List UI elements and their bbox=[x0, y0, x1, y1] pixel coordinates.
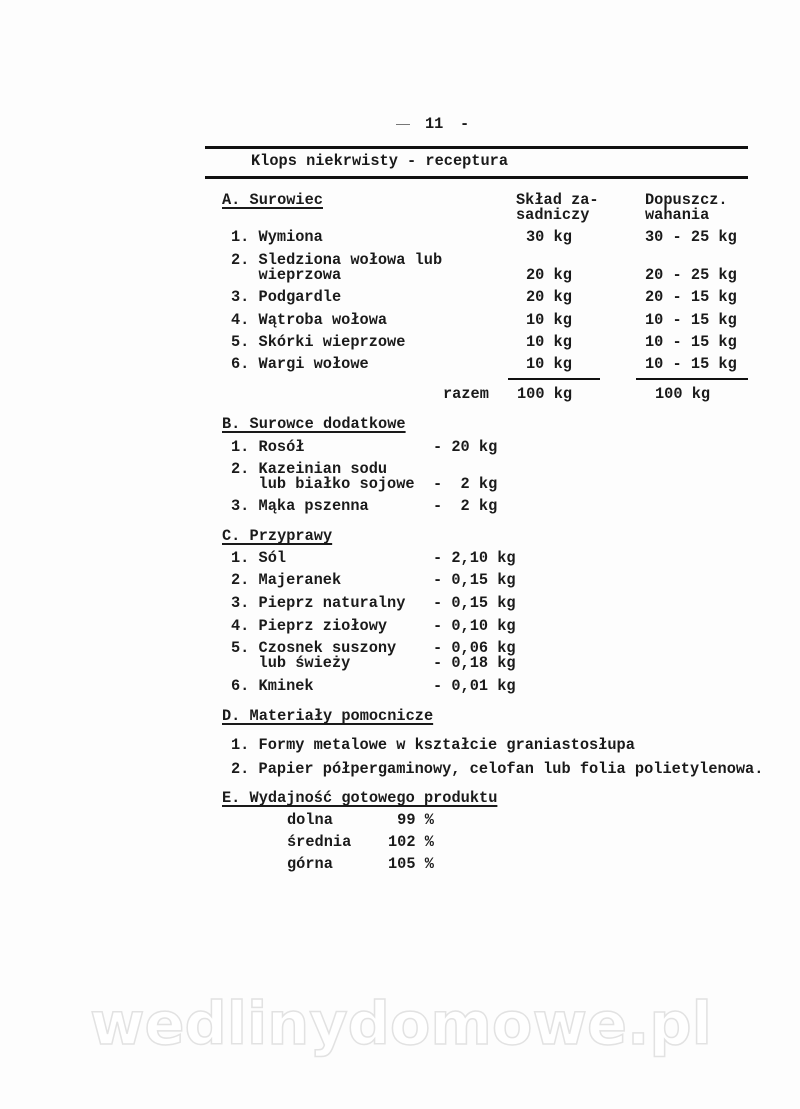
ingredient-range: 20 - 15 kg bbox=[645, 288, 737, 306]
additive-name: 2. Kazeinian sodu bbox=[231, 460, 388, 478]
ingredient-name-cont: wieprzowa bbox=[231, 266, 342, 284]
ingredient-base: 20 kg bbox=[526, 266, 572, 284]
ingredient-base: 10 kg bbox=[526, 311, 572, 329]
ingredient-base: 30 kg bbox=[526, 228, 572, 246]
col-range-header-2: wahania bbox=[645, 206, 710, 224]
spice-name: 1. Sól bbox=[231, 549, 287, 567]
spice-qty: - 2,10 kg bbox=[433, 549, 516, 567]
ingredient-range: 10 - 15 kg bbox=[645, 333, 737, 351]
ingredient-base: 20 kg bbox=[526, 288, 572, 306]
sum-line-range bbox=[636, 378, 748, 380]
ingredient-name: 2. Sledziona wołowa lub bbox=[231, 251, 443, 269]
ingredient-base: 10 kg bbox=[526, 333, 572, 351]
section-d-heading: D. Materiały pomocnicze bbox=[222, 707, 434, 725]
title-rule bbox=[205, 176, 748, 179]
spice-name-cont: lub świeży bbox=[231, 654, 351, 672]
section-a-heading: A. Surowiec bbox=[222, 191, 323, 209]
additive-qty: - 20 kg bbox=[433, 438, 498, 456]
spice-qty: - 0,15 kg bbox=[433, 594, 516, 612]
spice-qty: - 0,06 kg bbox=[433, 639, 516, 657]
watermark: wedlinydomowe.pl bbox=[90, 989, 712, 1058]
spice-qty: - 0,01 kg bbox=[433, 677, 516, 695]
ingredient-name: 5. Skórki wieprzowe bbox=[231, 333, 406, 351]
ingredient-name: 4. Wątroba wołowa bbox=[231, 311, 388, 329]
yield-value: 105 % bbox=[388, 855, 434, 873]
ingredient-range: 20 - 25 kg bbox=[645, 266, 737, 284]
additive-name-cont: lub białko sojowe bbox=[231, 475, 415, 493]
total-base: 100 kg bbox=[517, 385, 573, 403]
page-number: 11 bbox=[425, 115, 444, 133]
spice-qty: - 0,10 kg bbox=[433, 617, 516, 635]
spice-name: 3. Pieprz naturalny bbox=[231, 594, 406, 612]
additive-qty: - 2 kg bbox=[433, 475, 498, 493]
ingredient-name: 3. Podgardle bbox=[231, 288, 342, 306]
ingredient-range: 10 - 15 kg bbox=[645, 355, 737, 373]
ingredient-range: 30 - 25 kg bbox=[645, 228, 737, 246]
col-range-header-1: Dopuszcz. bbox=[645, 191, 728, 209]
page-number-dash: - bbox=[460, 115, 470, 133]
total-label: razem bbox=[443, 385, 489, 403]
yield-value: 99 % bbox=[388, 811, 434, 829]
document-title: Klops niekrwisty - receptura bbox=[251, 152, 509, 170]
col-base-header-2: sadniczy bbox=[516, 206, 590, 224]
yield-label: średnia bbox=[287, 833, 352, 851]
spice-name: 2. Majeranek bbox=[231, 571, 342, 589]
spice-name: 5. Czosnek suszony bbox=[231, 639, 397, 657]
spice-name: 6. Kminek bbox=[231, 677, 314, 695]
material-item: 1. Formy metalowe w kształcie graniastosłupa bbox=[231, 736, 635, 754]
additive-name: 3. Mąka pszenna bbox=[231, 497, 369, 515]
material-item: 2. Papier półpergaminowy, celofan lub folia polietylenowa. bbox=[231, 760, 764, 778]
sum-line-base bbox=[508, 378, 600, 380]
spice-qty: - 0,15 kg bbox=[433, 571, 516, 589]
section-c-heading: C. Przyprawy bbox=[222, 527, 333, 545]
top-rule bbox=[205, 146, 748, 149]
scan-mark bbox=[396, 124, 410, 125]
ingredient-base: 10 kg bbox=[526, 355, 572, 373]
yield-label: dolna bbox=[287, 811, 333, 829]
total-range: 100 kg bbox=[655, 385, 711, 403]
spice-name: 4. Pieprz ziołowy bbox=[231, 617, 388, 635]
ingredient-name: 6. Wargi wołowe bbox=[231, 355, 369, 373]
ingredient-range: 10 - 15 kg bbox=[645, 311, 737, 329]
col-base-header-1: Skład za- bbox=[516, 191, 599, 209]
ingredient-name: 1. Wymiona bbox=[231, 228, 323, 246]
additive-name: 1. Rosół bbox=[231, 438, 305, 456]
additive-qty: - 2 kg bbox=[433, 497, 498, 515]
section-e-heading: E. Wydajność gotowego produktu bbox=[222, 789, 498, 807]
section-b-heading: B. Surowce dodatkowe bbox=[222, 415, 406, 433]
yield-value: 102 % bbox=[388, 833, 434, 851]
yield-label: górna bbox=[287, 855, 333, 873]
spice-qty: - 0,18 kg bbox=[433, 654, 516, 672]
